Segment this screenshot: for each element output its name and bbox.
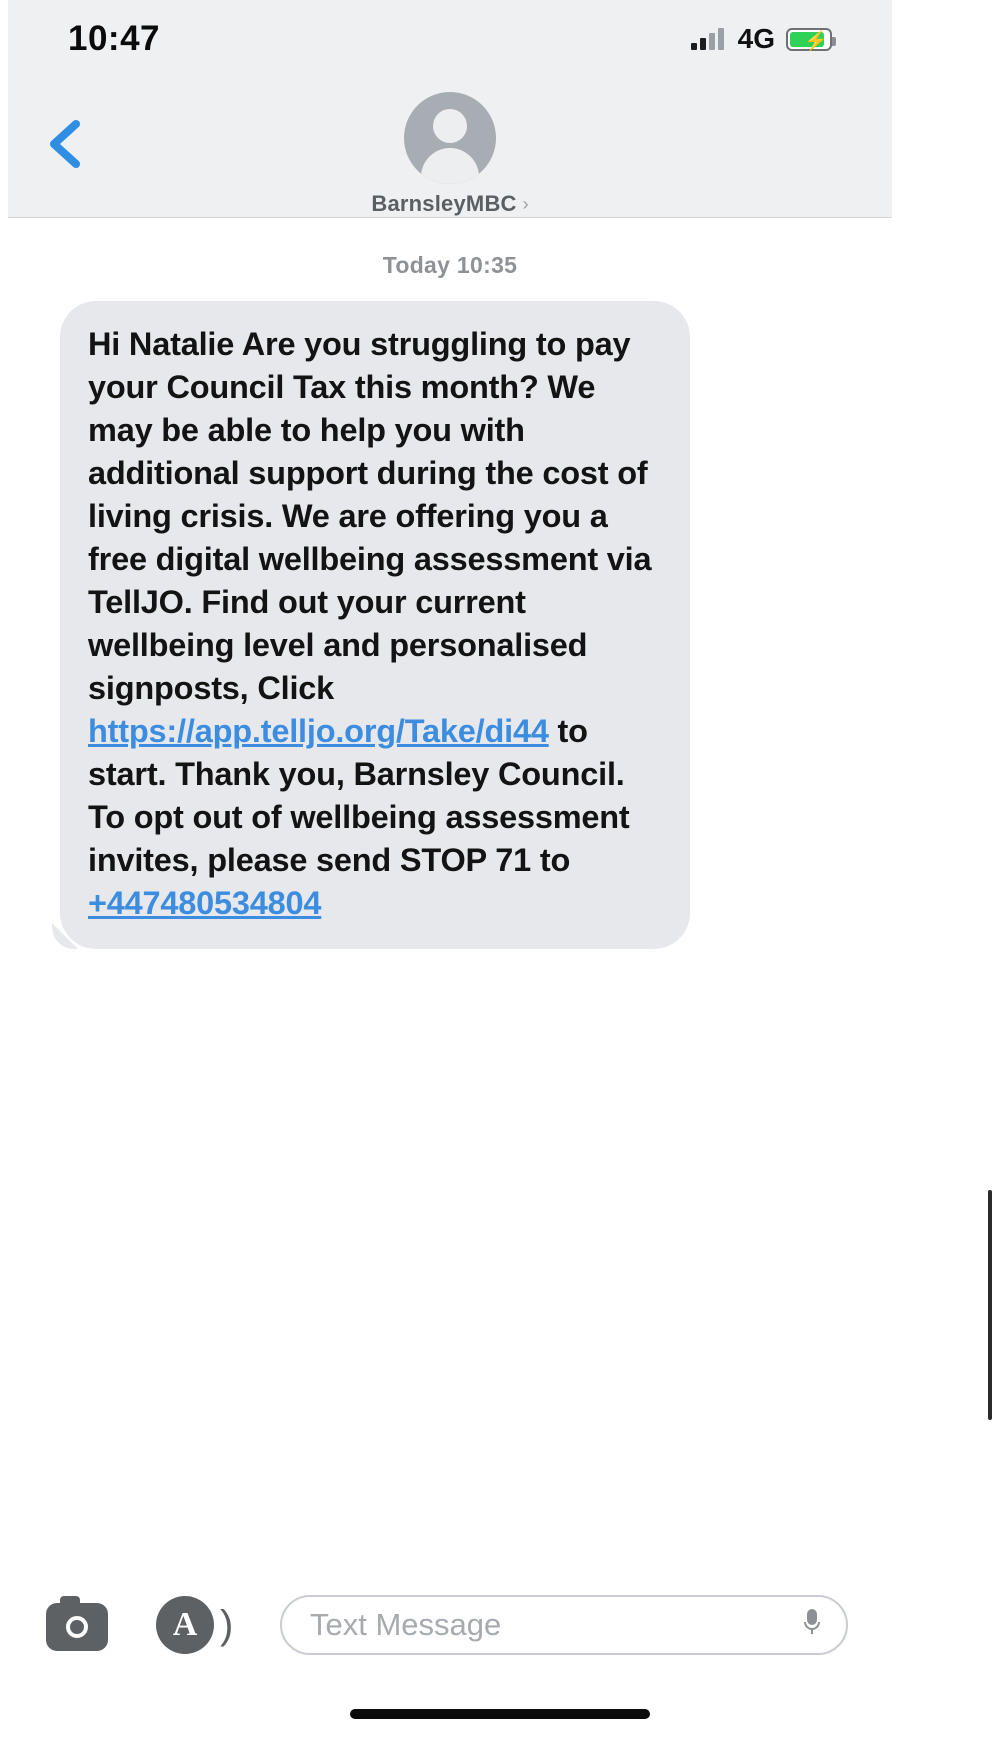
- message-bubble-incoming[interactable]: [60, 301, 690, 949]
- search-input[interactable]: Text Message: [310, 1607, 502, 1642]
- app-store-icon[interactable]: A: [156, 1596, 214, 1654]
- home-indicator[interactable]: [350, 1709, 650, 1719]
- chevron-right-icon: ›: [522, 194, 529, 214]
- message-text: Hi Natalie Are you struggling to pay your Council Tax this month? We may be able to help you with additional support during the cost of living crisis. We are offering you a free digital wellbeing assessment via TellJO. Find out your current wellbeing level and personalised signposts, Click https://app.telljo.org/Take/di44 to start. Thank you, Barnsley Council. To opt out of wellbeing assessment invites, please send STOP 71 to +447480534804: [88, 326, 652, 921]
- status-indicators: [691, 23, 832, 55]
- network-type-label: 4G: [737, 23, 775, 54]
- cellular-signal-icon: [691, 28, 724, 50]
- contact-info[interactable]: [8, 92, 892, 217]
- battery-charging-icon: [786, 28, 832, 51]
- microphone-icon[interactable]: [804, 1609, 820, 1633]
- screen-left-gutter: [0, 0, 8, 1743]
- avatar-head: [433, 109, 467, 143]
- message-link[interactable]: +447480534804: [88, 885, 322, 921]
- avatar: [404, 92, 496, 184]
- message-timestamp: Today 10:35: [382, 252, 518, 278]
- message-list[interactable]: [8, 219, 892, 1568]
- contact-name: BarnsleyMBC: [371, 191, 517, 216]
- camera-hump: [60, 1596, 80, 1605]
- charging-bolt-icon: ⚡: [804, 30, 828, 52]
- camera-lens: [66, 1616, 88, 1638]
- message-link[interactable]: https://app.telljo.org/Take/di44: [88, 713, 549, 749]
- screen-right-gutter: [992, 0, 1000, 1743]
- contact-name-row[interactable]: [371, 191, 528, 217]
- status-bar: [8, 0, 892, 78]
- conversation-header: [8, 78, 892, 218]
- mic-stem: [811, 1629, 813, 1634]
- status-clock: 10:47: [68, 19, 161, 58]
- message-input-field[interactable]: [280, 1595, 848, 1655]
- app-store-arc-icon: ): [220, 1603, 234, 1647]
- avatar-body: [421, 148, 479, 184]
- camera-icon[interactable]: [46, 1603, 108, 1651]
- message-row: [8, 301, 892, 949]
